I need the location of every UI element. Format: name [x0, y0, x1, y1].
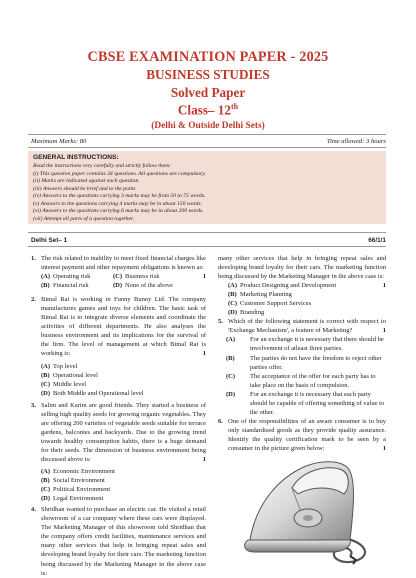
- instruction-line: (iv) Answers to the questions carrying 3 marks may be from 50 to 75 words.: [33, 193, 206, 199]
- sets-subtitle: (Delhi & Outside Delhi Sets): [151, 121, 265, 131]
- question-number: 4.: [31, 506, 36, 514]
- instruction-line: (vi) Answers to the questions carrying 6 marks may be in about 200 words.: [33, 208, 204, 214]
- instruction-line: Read the instructions very carefully and strictly follow them:: [33, 163, 172, 169]
- question-1: 1. The risk related to inability to meet fixed financial charges like interest payment and other repayment obligations is known as: 1 (A) Operating risk (C) Business risk (B) Financial risk (D) None of the above: [31, 255, 206, 290]
- paper-title: CBSE EXAMINATION PAPER - 2025: [87, 49, 329, 65]
- question-number: 3.: [31, 401, 36, 409]
- question-text: Which of the following statement is correct with respect to 'Exchange Mechanism', a feature of Marketing?: [228, 318, 386, 335]
- question-number: 2.: [31, 296, 36, 304]
- option-c: The acceptance of the offer for each party has to take place on the basis of compulsion.: [250, 372, 376, 389]
- iron-soleplate: [245, 540, 351, 552]
- option-c: Business risk: [125, 273, 160, 281]
- instruction-line: (v) Answers to the questions carrying 4 marks may be in about 150 words.: [33, 200, 203, 207]
- question-text: Bimal Rai is working in Funny Bunny Ltd. The company manufactures games and toys for children. The basic task of Bimal Rai is to integrate diverse elements and coordinate the activities of different departments. He also analyses the business environment and its implications for the survival of the firm. The level of management at which Bimal Rai is working is:: [41, 296, 206, 358]
- option-b: Operational level: [53, 371, 98, 379]
- question-marks: 1: [382, 327, 386, 335]
- question-marks: 1: [382, 444, 386, 452]
- option-c: Customer Support Services: [240, 300, 312, 308]
- question-2: 2. Bimal Rai is working in Funny Bunny Ltd. The company manufactures games and toys for children. The basic task of Bimal Rai is to integrate diverse elements and coordinate the activities of different departments. He also analyses the business environment and its implications for the survival of the firm. The level of management at which Bimal Rai is working is: 1 (A) Top level (B) Operational level (C) Middle level (D) Both Middle and Operational level: [31, 296, 206, 397]
- class-text: Class– 12: [177, 102, 231, 118]
- option-b: Financial risk: [53, 282, 89, 290]
- max-marks: Maximum Marks: 80: [31, 138, 87, 145]
- class-sup: th: [231, 102, 239, 111]
- question-number: 1.: [31, 255, 36, 262]
- option-d: Legal Environment: [53, 495, 104, 503]
- question-text: Shridhan wanted to purchase an electric car. He visited a retail showroom of a car company where these cars were displayed. The Marketing Manager of this showroom told Shridhan that the company offers credit facilities, maintenance services and many other services that help in bringing repeat sales and developing brand loyalty for their cars. The marketing function being discussed by the Marketing Manager in the above case is:: [41, 506, 206, 577]
- question-number: 5.: [218, 318, 223, 326]
- question-marks: 1: [202, 455, 206, 463]
- question-text: The risk related to inability to meet fixed financial charges like interest payment and other repayment obligations is known as:: [41, 255, 206, 272]
- set-bottom-rule: [28, 246, 386, 247]
- option-d: For an exchange it is necessary that each party should be capable of offering something of value to the other.: [250, 390, 385, 416]
- question-5: 5. Which of the following statement is correct with respect to 'Exchange Mechanism', a feature of Marketing? 1 (A) For an exchange it is necessary that there should be involvement of atleast three parties. (B) The parties do not have the freedom to reject other parties offer. (C) The acceptance of the offer for each party has to take place on the basis of compulsion. (D) For an exchange it is necessary that each party should be capable of offering something of value to the other.: [218, 318, 386, 416]
- question-4: [31, 505, 206, 577]
- option-b: The parties do not have the freedom to reject other parties offer.: [250, 354, 382, 371]
- instruction-line: (ii) Marks are indicated against each question.: [33, 178, 140, 184]
- set-label: Delhi Set– 1: [31, 237, 68, 244]
- instruction-line: (iii) Answers should be brief and to the point.: [33, 185, 137, 192]
- instructions-title: GENERAL INSTRUCTIONS:: [33, 154, 119, 161]
- set-top-rule: [28, 232, 386, 233]
- class-title: [0, 102, 416, 118]
- question-text: One of the responsibilities of an aware consumer is to buy only standardised goods as they provide quality assurance. Identify the quality certification mark to be seen by a consumer in the picture given below:: [228, 417, 386, 452]
- instruction-line: (vii) Attempt all parts of a question together.: [33, 215, 134, 222]
- option-c: Middle level: [53, 380, 87, 388]
- option-a: Operating risk: [53, 273, 91, 281]
- subject-title: BUSINESS STUDIES: [146, 67, 270, 82]
- instruction-line: (i) This question paper contains 34 questions. All questions are compulsory.: [33, 170, 206, 177]
- option-c: Political Environment: [53, 486, 111, 494]
- question-marks: 1: [202, 273, 206, 281]
- option-a: Economic Environment: [53, 468, 115, 476]
- question-text: Salim and Karim are good friends. They started a business of selling high quality seeds for growing organic vegetables. They are offering 200 varieties of vegetable seeds suitable for terrace gardens, balconies and backyards. Due to the growing trend towards healthy consumption habits, there is a huge demand for their seeds. The dimension of business environment being discussed above is:: [41, 401, 207, 463]
- solved-paper-title: Solved Paper: [170, 85, 246, 100]
- question-number: 6.: [218, 417, 223, 425]
- left-column: [31, 254, 207, 577]
- option-d: Both Middle and Operational level: [53, 389, 144, 397]
- dial-center: [303, 515, 313, 521]
- option-d: None of the above: [125, 282, 173, 290]
- option-b: Marketing Planning: [240, 291, 292, 299]
- time-allowed: Time allowed: 3 hours: [326, 138, 386, 145]
- option-b: Social Environment: [53, 477, 105, 485]
- meta-rule: [28, 147, 386, 148]
- top-rule: [28, 134, 386, 135]
- option-a: For an exchange it is necessary that there should be involvement of atleast three parties.: [250, 336, 384, 353]
- question-marks: 1: [202, 350, 206, 358]
- question-3: 3. Salim and Karim are good friends. They started a business of selling high quality seeds for growing organic vegetables. They are offering 200 varieties of vegetable seeds suitable for terrace gardens, balconies and backyards. Due to the growing trend towards healthy consumption habits, there is a huge demand for their seeds. The dimension of business environment being discussed above is: 1 (A) Economic Environment (B) Social Environment (C) Political Environment (D) Legal Environment: [31, 401, 207, 503]
- electric-iron-image: [232, 442, 382, 570]
- option-d: Branding: [240, 309, 265, 317]
- right-column: [218, 254, 386, 453]
- option-a: Product Designing and Development: [240, 282, 337, 290]
- question-4-continued: many other services that help in bringing repeat sales and developing brand loyalty for their cars. The marketing function being discussed by the Marketing Manager in the above case is: 1 (A) Product Designing and Development (B) Marketing Planning (C) Customer Support Services (D) Branding: [218, 255, 386, 317]
- question-marks: 1: [382, 282, 386, 290]
- set-code: 66/1/1: [368, 237, 386, 244]
- option-a: Top level: [53, 362, 78, 370]
- general-instructions-box: [28, 151, 386, 224]
